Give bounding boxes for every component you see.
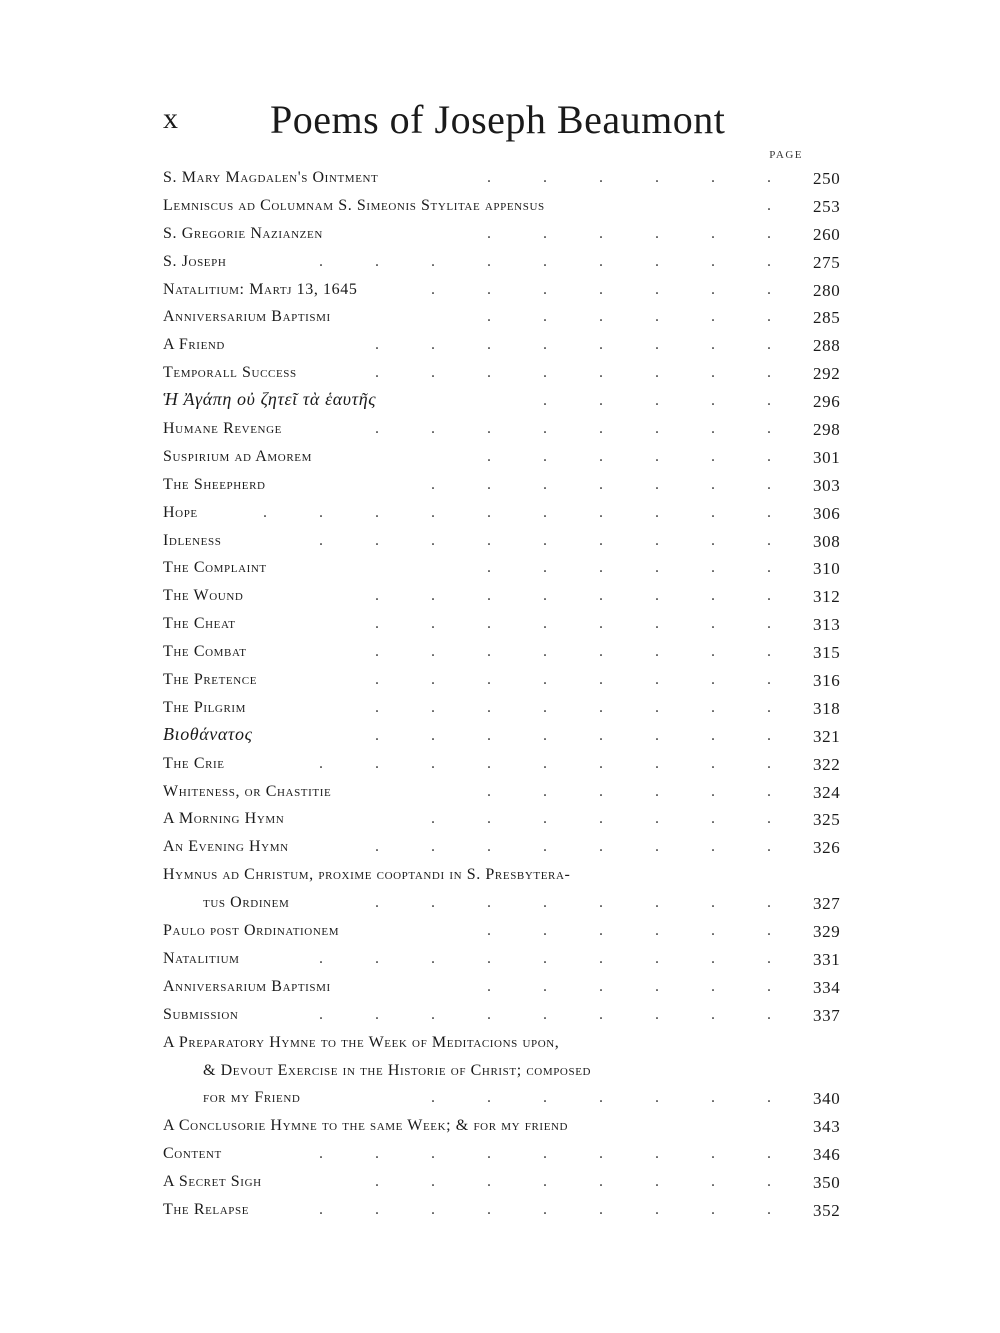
toc-entry xyxy=(163,695,853,723)
entry-page: 312 xyxy=(813,587,841,607)
table-of-contents xyxy=(163,165,853,1225)
leader-dots: . . . . . . . . xyxy=(375,615,795,633)
leader-dots: . . . . . . xyxy=(487,559,795,577)
entry-title: The Combat xyxy=(163,643,247,661)
toc-entry xyxy=(163,249,853,277)
toc-entry xyxy=(163,890,853,918)
entry-title: The Relapse xyxy=(163,1200,250,1218)
entry-title: Hope xyxy=(163,503,198,521)
entry-page: 275 xyxy=(813,252,841,272)
entry-title: A Conclusorie Hymne to the same Week; & for my friend xyxy=(163,1117,569,1135)
toc-entry xyxy=(163,1169,853,1197)
leader-dots: . . . . . . . . xyxy=(375,1173,795,1191)
entry-page: 324 xyxy=(813,782,841,802)
entry-title: Βιοθάνατος xyxy=(163,723,253,744)
leader-dots: . . . . . . . . . xyxy=(319,252,795,270)
entry-title: The Wound xyxy=(163,587,244,605)
toc-entry xyxy=(163,360,853,388)
toc-entry xyxy=(163,834,853,862)
toc-entry xyxy=(163,1030,853,1058)
leader-dots: . . . . . . . xyxy=(431,475,795,493)
leader-dots: . . . . . . . . . xyxy=(319,1200,795,1218)
toc-entry xyxy=(163,918,853,946)
toc-entry xyxy=(163,416,853,444)
toc-entry xyxy=(163,193,853,221)
entry-title: The Complaint xyxy=(163,559,267,577)
entry-page: 288 xyxy=(813,336,841,356)
entry-page: 298 xyxy=(813,420,841,440)
toc-entry xyxy=(163,1085,853,1113)
entry-title: The Cheat xyxy=(163,615,236,633)
page-number: x xyxy=(163,102,179,135)
entry-title: The Pretence xyxy=(163,671,258,689)
toc-entry xyxy=(163,667,853,695)
entry-title: Lemniscus ad Columnam S. Simeonis Stylitae appensus xyxy=(163,196,545,214)
entry-title: Humane Revenge xyxy=(163,420,282,438)
leader-dots: . . . . . . . xyxy=(431,1089,795,1107)
leader-dots: . . . . . . xyxy=(487,782,795,800)
entry-page: 250 xyxy=(813,169,841,188)
toc-entry xyxy=(163,723,853,751)
entry-title: Natalitium xyxy=(163,949,240,967)
entry-title: S. Joseph xyxy=(163,252,227,270)
entry-page: 334 xyxy=(813,977,841,997)
running-title: Poems of Joseph Beaumont xyxy=(270,97,726,142)
leader-dots: . . . . . . xyxy=(487,308,795,326)
entry-page: 315 xyxy=(813,643,841,663)
leader-dots: . . . . . . . . . . xyxy=(263,503,795,521)
leader-dots: . . . . . . . . . xyxy=(319,1145,795,1163)
toc-entry xyxy=(163,1113,853,1141)
entry-page: 322 xyxy=(813,754,841,774)
toc-entry xyxy=(163,332,853,360)
entry-title: Anniversarium Baptismi xyxy=(163,308,331,326)
toc-entry xyxy=(163,779,853,807)
leader-dots: . . . . . xyxy=(543,392,795,410)
entry-page: 343 xyxy=(813,1117,841,1137)
leader-dots: . . . . . . . . . xyxy=(319,754,795,772)
entry-page: 337 xyxy=(813,1005,841,1025)
entry-title: The Pilgrim xyxy=(163,698,247,716)
entry-page: 253 xyxy=(813,196,841,216)
leader-dots: . . . . . . xyxy=(487,224,795,242)
entry-page: 325 xyxy=(813,810,841,830)
leader-dots: . . . . . . . . xyxy=(375,643,795,661)
entry-title: Idleness xyxy=(163,531,222,549)
leader-dots: . . . . . . xyxy=(487,922,795,940)
toc-entry xyxy=(163,946,853,974)
entry-title: S. Mary Magdalen's Ointment xyxy=(163,169,379,186)
leader-dots: . . . . . . . . . xyxy=(319,949,795,967)
entry-title: Hymnus ad Christum, proxime cooptandi in S. Presbytera- xyxy=(163,866,571,884)
leader-dots: . . . . . . xyxy=(487,169,795,186)
leader-dots: . . . . . . . xyxy=(431,810,795,828)
entry-page: 310 xyxy=(813,559,841,579)
leader-dots: . . . . . . . . . xyxy=(319,531,795,549)
entry-page: 296 xyxy=(813,392,841,412)
entry-title: tus Ordinem xyxy=(203,894,290,912)
leader-dots: . . . . . . . . xyxy=(375,726,795,744)
entry-page: 327 xyxy=(813,894,841,914)
leader-dots: . . . . . . xyxy=(487,447,795,465)
toc-entry xyxy=(163,500,853,528)
entry-title: A Preparatory Hymne to the Week of Meditacions upon, xyxy=(163,1033,560,1051)
toc-entry xyxy=(163,583,853,611)
toc-entry xyxy=(163,751,853,779)
entry-title: A Morning Hymn xyxy=(163,810,285,828)
entry-title: Paulo post Ordinationem xyxy=(163,922,340,940)
leader-dots: . . . . . . . . xyxy=(375,420,795,438)
toc-entry xyxy=(163,555,853,583)
entry-title: A Secret Sigh xyxy=(163,1173,262,1191)
leader-dots: . . . . . . . xyxy=(431,280,795,298)
entry-page: 308 xyxy=(813,531,841,551)
toc-entry xyxy=(163,639,853,667)
entry-title: Ἡ Ἀγάπη οὐ ζητεῖ τὰ ἑαυτῆς xyxy=(163,389,377,410)
toc-entry xyxy=(163,165,853,193)
entry-page: 316 xyxy=(813,671,841,691)
leader-dots: . . . . . . . . xyxy=(375,364,795,382)
entry-page: 301 xyxy=(813,447,841,467)
toc-entry xyxy=(163,974,853,1002)
toc-entry xyxy=(163,1197,853,1225)
entry-page: 260 xyxy=(813,224,841,244)
toc-entry xyxy=(163,221,853,249)
entry-page: 329 xyxy=(813,922,841,942)
leader-dots: . . . . . . . . . xyxy=(319,1005,795,1023)
toc-entry xyxy=(163,1002,853,1030)
entry-title: S. Gregorie Nazianzen xyxy=(163,224,323,242)
leader-dots: . xyxy=(767,196,795,214)
entry-page: 303 xyxy=(813,475,841,495)
entry-page: 352 xyxy=(813,1200,841,1220)
leader-dots: . . . . . . xyxy=(487,977,795,995)
toc-entry xyxy=(163,1141,853,1169)
leader-dots: . . . . . . . . xyxy=(375,838,795,856)
entry-title: Anniversarium Baptismi xyxy=(163,977,331,995)
entry-title: & Devout Exercise in the Historie of Christ; composed xyxy=(203,1061,592,1079)
toc-entry xyxy=(163,1058,853,1086)
entry-title: An Evening Hymn xyxy=(163,838,289,856)
page-column-label: PAGE xyxy=(769,149,803,161)
entry-page: 313 xyxy=(813,615,841,635)
entry-page: 331 xyxy=(813,949,841,969)
entry-title: Natalitium: Martj 13, 1645 xyxy=(163,280,358,298)
toc-entry xyxy=(163,528,853,556)
entry-title: for my Friend xyxy=(203,1089,301,1107)
toc-entry xyxy=(163,472,853,500)
leader-dots: . . . . . . . . xyxy=(375,587,795,605)
toc-entry xyxy=(163,444,853,472)
entry-page: 285 xyxy=(813,308,841,328)
toc-entry xyxy=(163,304,853,332)
toc-entry xyxy=(163,388,853,416)
entry-page: 350 xyxy=(813,1173,841,1193)
leader-dots: . . . . . . . . xyxy=(375,671,795,689)
entry-title: Content xyxy=(163,1145,222,1163)
entry-page: 321 xyxy=(813,726,841,746)
entry-title: Whiteness, or Chastitie xyxy=(163,782,332,800)
entry-title: Suspirium ad Amorem xyxy=(163,447,312,465)
page-header xyxy=(163,96,803,161)
entry-page: 280 xyxy=(813,280,841,300)
entry-page: 346 xyxy=(813,1145,841,1165)
entry-page: 326 xyxy=(813,838,841,858)
toc-entry xyxy=(163,806,853,834)
entry-page: 306 xyxy=(813,503,841,523)
toc-entry xyxy=(163,611,853,639)
entry-title: Temporall Success xyxy=(163,364,297,382)
entry-page: 318 xyxy=(813,698,841,718)
toc-entry xyxy=(163,277,853,305)
leader-dots: . . . . . . . . xyxy=(375,698,795,716)
leader-dots: . . . . . . . . xyxy=(375,894,795,912)
entry-title: A Friend xyxy=(163,336,225,354)
entry-title: Submission xyxy=(163,1005,239,1023)
entry-title: The Sheepherd xyxy=(163,475,266,493)
entry-title: The Crie xyxy=(163,754,225,772)
toc-entry xyxy=(163,862,853,890)
entry-page: 340 xyxy=(813,1089,841,1109)
entry-page: 292 xyxy=(813,364,841,384)
leader-dots: . . . . . . . . xyxy=(375,336,795,354)
